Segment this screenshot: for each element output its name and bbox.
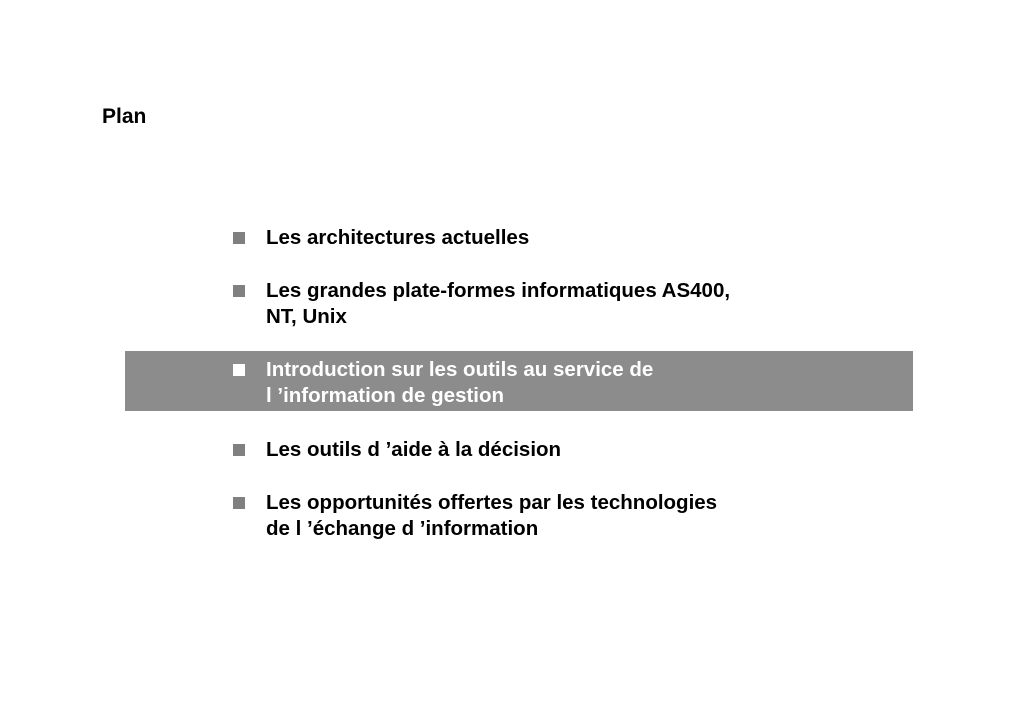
square-bullet-icon bbox=[233, 364, 245, 376]
agenda-item-text bbox=[266, 225, 529, 251]
agenda-item-line: Les opportunités offertes par les technologies bbox=[266, 491, 718, 514]
agenda-item-line: Introduction sur les outils au service de bbox=[266, 358, 654, 381]
agenda-item-decision-tools bbox=[125, 437, 913, 463]
agenda-item-line: l ’information de gestion bbox=[266, 384, 505, 407]
agenda-item-line: NT, Unix bbox=[266, 305, 347, 328]
agenda-item-text bbox=[266, 357, 653, 409]
agenda-item-line: Les outils d ’aide à la décision bbox=[266, 438, 562, 461]
agenda-item-text bbox=[266, 278, 730, 330]
agenda-item-introduction-highlighted bbox=[125, 351, 913, 411]
square-bullet-icon bbox=[233, 232, 245, 244]
agenda-item-architectures bbox=[125, 225, 913, 251]
agenda-item-text bbox=[266, 437, 561, 463]
agenda-item-platforms bbox=[125, 278, 913, 330]
square-bullet-icon bbox=[233, 285, 245, 297]
square-bullet-icon bbox=[233, 444, 245, 456]
square-bullet-icon bbox=[233, 497, 245, 509]
slide-title: Plan bbox=[102, 105, 147, 128]
agenda-item-line: Les grandes plate-formes informatiques AS400, bbox=[266, 279, 731, 302]
agenda-item-opportunities bbox=[125, 490, 913, 542]
agenda-item-line: de l ’échange d ’information bbox=[266, 517, 539, 540]
agenda-item-line: Les architectures actuelles bbox=[266, 226, 530, 249]
agenda-item-text bbox=[266, 490, 717, 542]
